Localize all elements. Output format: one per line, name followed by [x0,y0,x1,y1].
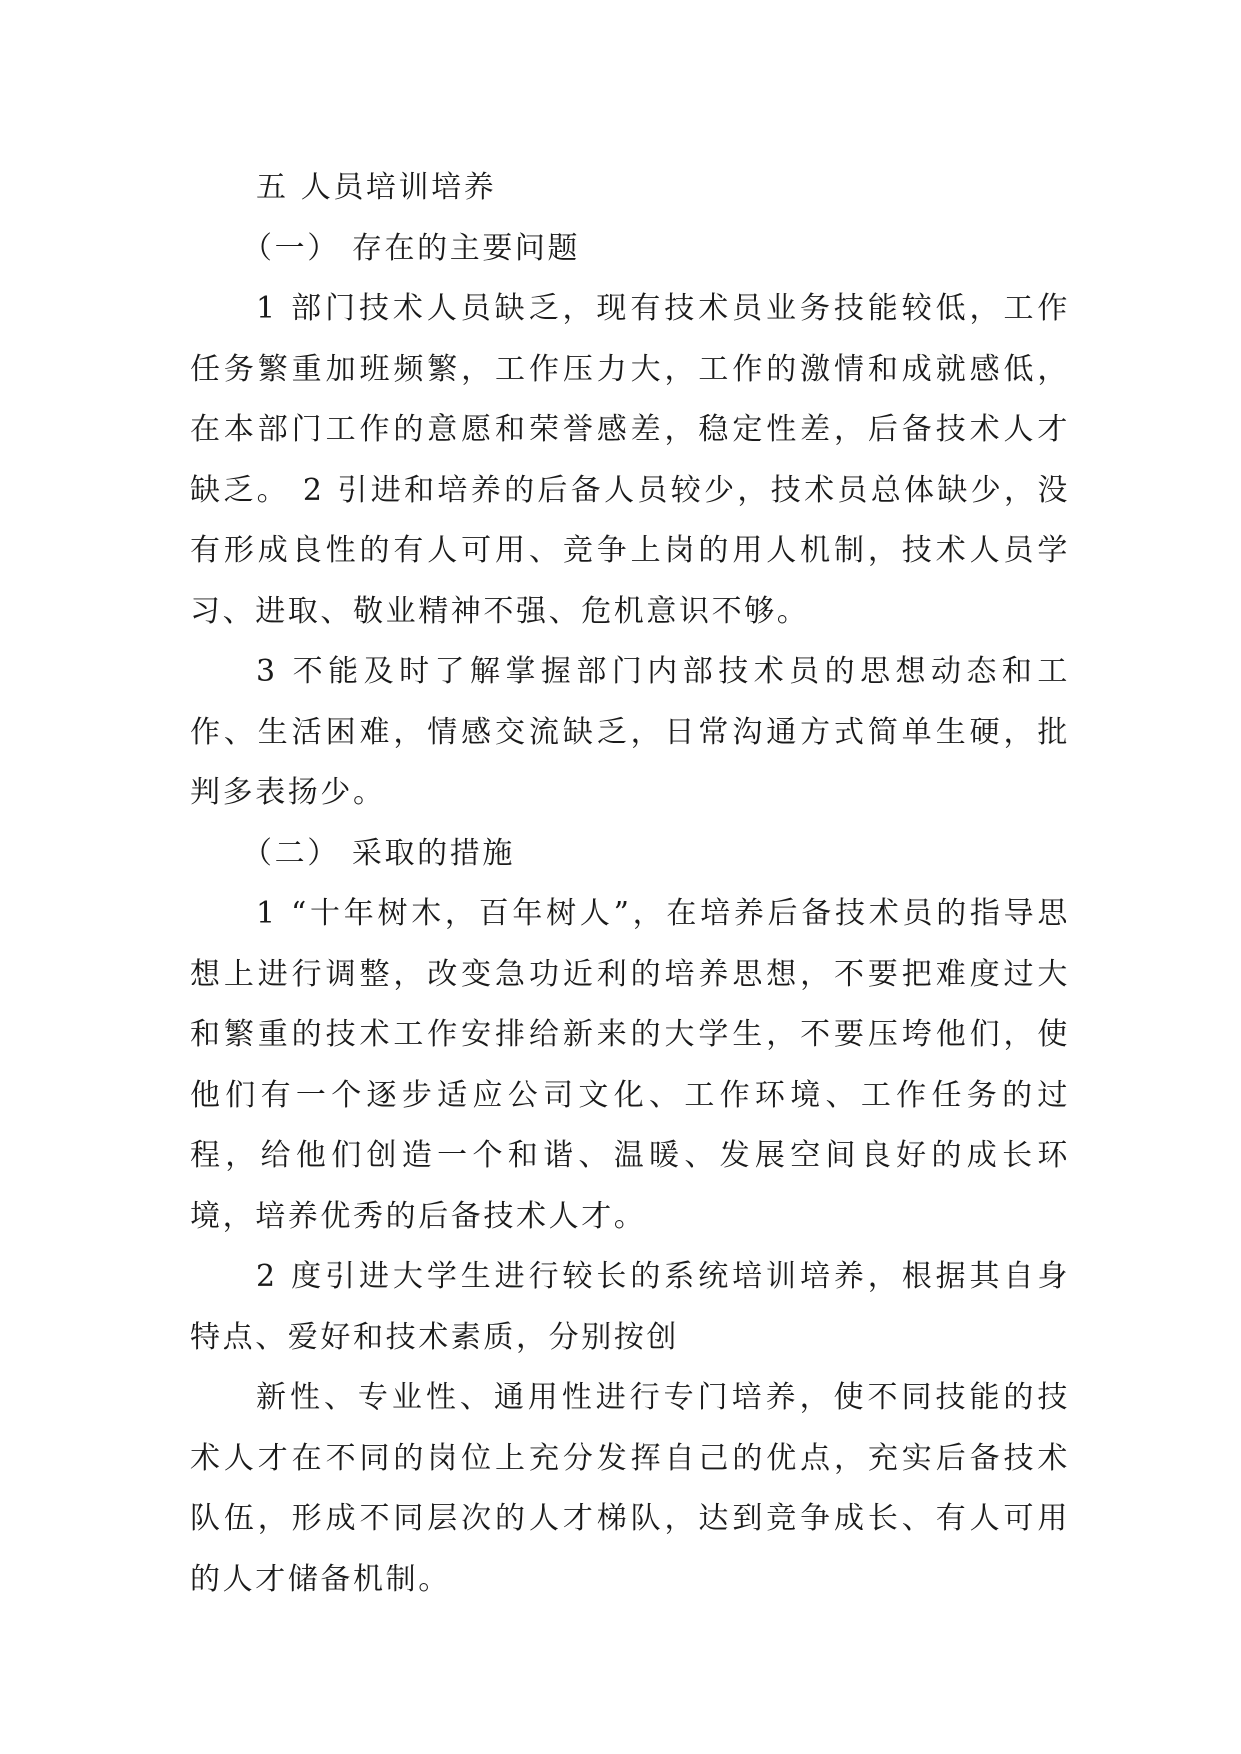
subsection-heading-1: （一） 存在的主要问题 [242,230,581,266]
subsection-heading-2: （二） 采取的措施 [242,835,515,871]
paragraph-measure-2-cont: 新性、专业性、通用性进行专门培养，使不同技能的技术人才在不同的岗位上充分发挥自己的优点，充实后备技术队伍，形成不同层次的人才梯队，达到竞争成长、有人可用的人才储备机制。 [190,1380,1070,1597]
paragraph-problem-3: 3 不能及时了解掌握部门内部技术员的思想动态和工作、生活困难，情感交流缺乏，日常沟通方式简单生硬，批判多表扬少。 [190,654,1070,810]
paragraph-problem-1-2: 1 部门技术人员缺乏，现有技术员业务技能较低，工作任务繁重加班频繁，工作压力大，工作的激情和成就感低，在本部门工作的意愿和荣誉感差，稳定性差，后备技术人才缺乏。 2 引进和培养的后备人员较少，技术员总体缺少，没有形成良性的有人可用、竞争上岗的用人机制，技术人员学习、进取、敬业精神不强、危机意识不够。 [190,291,1070,629]
paragraph-measure-1: 1 “十年树木，百年树人”，在培养后备技术员的指导思想上进行调整，改变急功近利的培养思想，不要把难度过大和繁重的技术工作安排给新来的大学生，不要压垮他们，使他们有一个逐步适应公司文化、工作环境、工作任务的过程，给他们创造一个和谐、温暖、发展空间良好的成长环境，培养优秀的后备技术人才。 [190,896,1070,1234]
section-heading: 五 人员培训培养 [256,170,497,205]
paragraph-measure-2: 2 度引进大学生进行较长的系统培训培养，根据其自身特点、爱好和技术素质，分别按创 [190,1259,1070,1355]
document-body [190,158,1070,1610]
